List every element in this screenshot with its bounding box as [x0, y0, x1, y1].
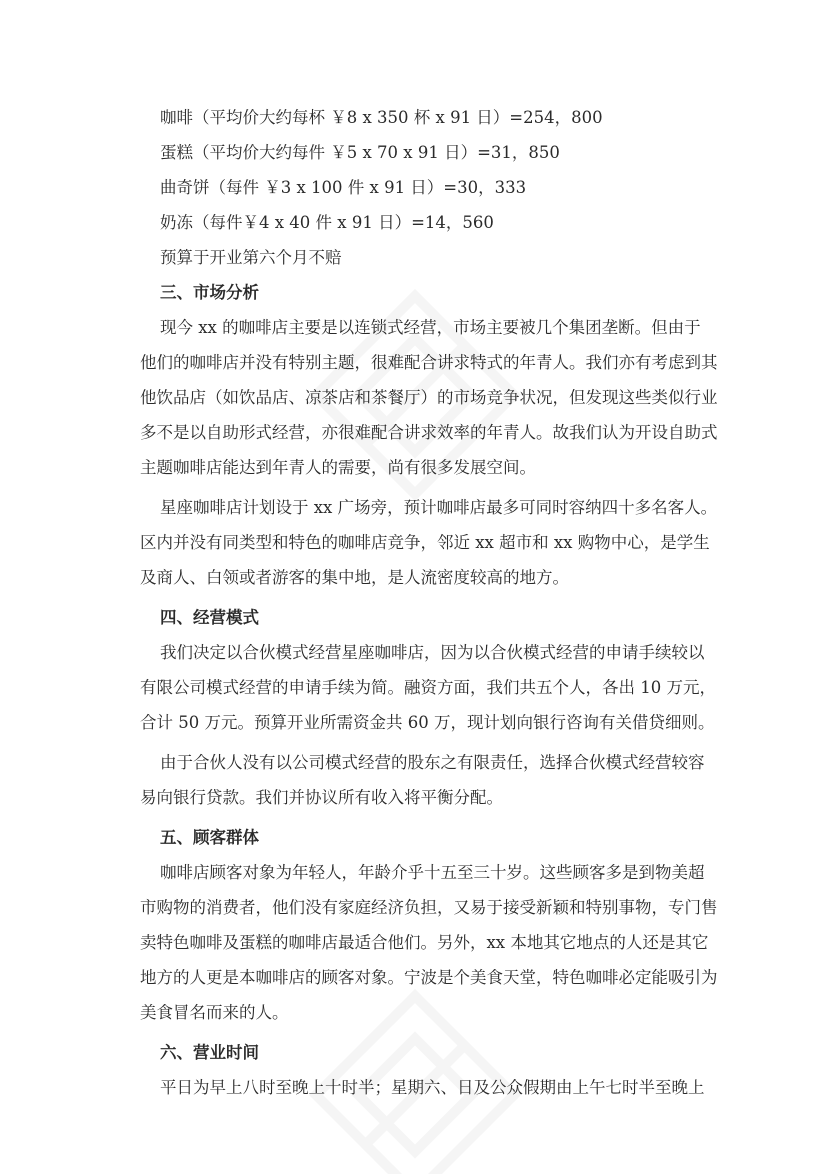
paragraph [140, 635, 716, 740]
paragraph-line: 主题咖啡店能达到年青人的需要，尚有很多发展空间。 [140, 458, 536, 477]
section-heading: 四、经营模式 [160, 608, 259, 627]
paragraph-line: 美食冒名而来的人。 [140, 1003, 289, 1022]
paragraph-line: 现今 xx 的咖啡店主要是以连锁式经营，市场主要被几个集团垄断。但由于 [160, 318, 701, 337]
paragraph [140, 490, 718, 595]
paragraph-line: 多不是以自助形式经营，亦很难配合讲求效率的年青人。故我们认为开设自助式 [140, 423, 718, 442]
paragraph-line: 地方的人更是本咖啡店的顾客对象。宁波是个美食天堂，特色咖啡必定能吸引为 [140, 968, 718, 987]
paragraph [160, 1070, 712, 1105]
paragraph-line: 由于合伙人没有以公司模式经营的股东之有限责任，选择合伙模式经营较容 [160, 753, 705, 772]
budget-note: 预算于开业第六个月不赔 [160, 248, 342, 267]
paragraph-line: 区内并没有同类型和特色的咖啡店竞争，邻近 xx 超市和 xx 购物中心，是学生 [140, 533, 710, 552]
paragraph-line: 合计 50 万元。预算开业所需资金共 60 万，现计划向银行咨询有关借贷细则。 [140, 713, 715, 732]
paragraph-line: 他们的咖啡店并没有特别主题，很难配合讲求特式的年青人。我们亦有考虑到其 [140, 353, 718, 372]
paragraph-line: 卖特色咖啡及蛋糕的咖啡店最适合他们。另外，xx 本地其它地点的人还是其它 [140, 933, 709, 952]
paragraph-line: 易向银行贷款。我们并协议所有收入将平衡分配。 [140, 788, 503, 807]
paragraph-line: 平日为早上八时至晚上十时半；星期六、日及公众假期由上午七时半至晚上 [160, 1078, 705, 1097]
paragraph [140, 745, 712, 815]
paragraph-line: 我们决定以合伙模式经营星座咖啡店，因为以合伙模式经营的申请手续较以 [160, 643, 705, 662]
budget-line-coffee: 咖啡（平均价大约每杯 ￥8 x 350 杯 x 91 日）=254，800 [160, 108, 603, 127]
paragraph [140, 310, 718, 485]
budget-line-cake: 蛋糕（平均价大约每件 ￥5 x 70 x 91 日）=31，850 [160, 143, 560, 162]
section-heading: 三、市场分析 [160, 283, 259, 302]
paragraph-line: 有限公司模式经营的申请手续为简。融资方面，我们共五个人，各出 10 万元， [140, 678, 716, 697]
section-heading: 六、营业时间 [160, 1043, 259, 1062]
budget-line-cookie: 曲奇饼（每件 ￥3 x 100 件 x 91 日）=30，333 [160, 178, 527, 197]
paragraph-line: 及商人、白领或者游客的集中地，是人流密度较高的地方。 [140, 568, 569, 587]
paragraph-line: 市购物的消费者，他们没有家庭经济负担，又易于接受新颖和特别事物，专门售 [140, 898, 718, 917]
budget-line-pudding: 奶冻（每件￥4 x 40 件 x 91 日）=14，560 [160, 213, 494, 232]
section-heading: 五、顾客群体 [160, 828, 259, 847]
paragraph [140, 855, 718, 1030]
document-body [140, 100, 718, 1105]
section-customer-group [140, 820, 718, 1030]
paragraph-line: 咖啡店顾客对象为年轻人，年龄介乎十五至三十岁。这些顾客多是到物美超 [160, 863, 705, 882]
section-business-model [140, 600, 716, 815]
section-market-analysis [140, 275, 718, 595]
paragraph-line: 他饮品店（如饮品店、凉茶店和茶餐厅）的市场竞争状况，但发现这些类似行业 [140, 388, 718, 407]
budget-list [160, 100, 712, 275]
paragraph-line: 星座咖啡店计划设于 xx 广场旁，预计咖啡店最多可同时容纳四十多名客人。 [160, 498, 718, 517]
section-business-hours [160, 1035, 712, 1105]
